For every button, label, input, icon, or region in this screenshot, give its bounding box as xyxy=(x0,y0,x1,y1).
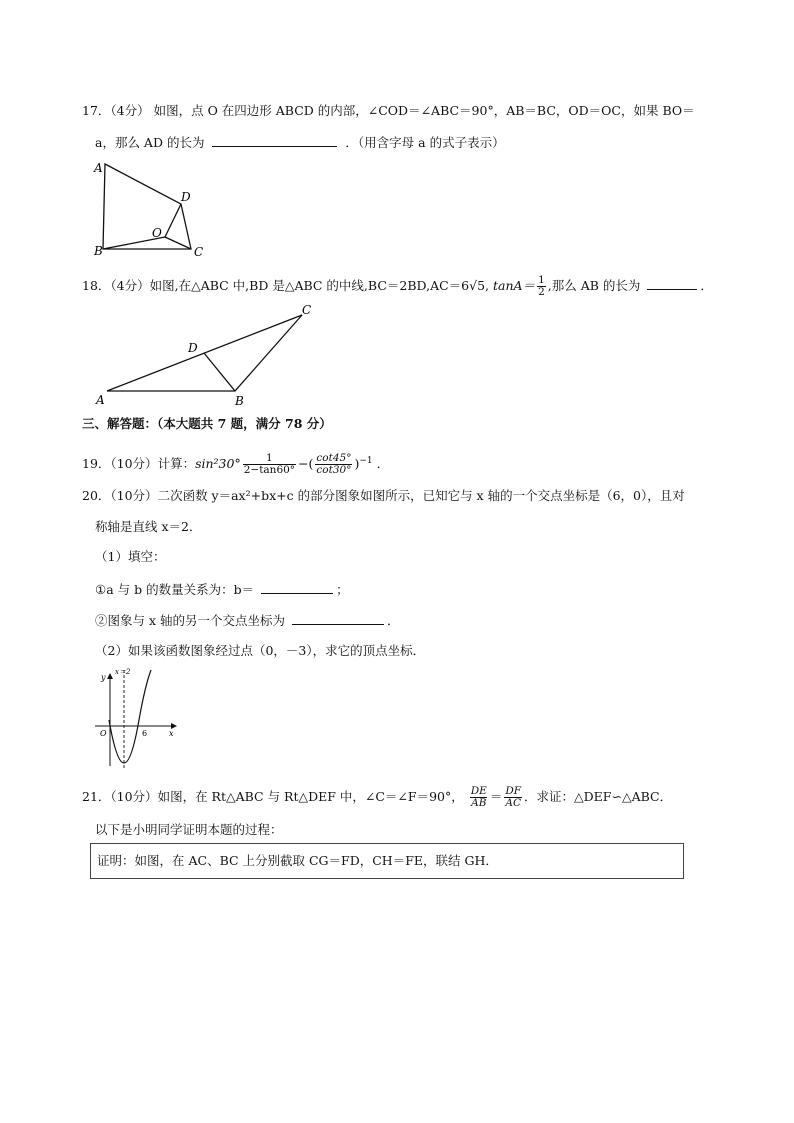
q20-graph xyxy=(92,666,182,770)
q21-number: 21． xyxy=(82,789,111,804)
y-label: y xyxy=(101,673,106,682)
q21-frac2-den: AC xyxy=(505,797,521,809)
q19-fraction2 xyxy=(315,453,352,476)
q19-score: （10分） xyxy=(110,456,158,472)
q19-frac2-num: cot45° xyxy=(316,452,352,465)
root-label: 6 xyxy=(142,729,148,738)
q20-sub2-text: ②图象与 x 轴的另一个交点坐标为 xyxy=(95,613,285,628)
q19-frac2-den: cot30° xyxy=(316,464,352,477)
q19-close: ) xyxy=(354,456,360,472)
q18-frac-den: 2 xyxy=(538,286,545,298)
q17-text-line2b: ．（用含字母 a 的式子表示） xyxy=(345,135,505,150)
q19-number: 19． xyxy=(82,456,111,472)
q18-answer-blank[interactable] xyxy=(647,277,697,290)
q20-number: 20． xyxy=(82,488,111,503)
q18-end: ． xyxy=(700,278,713,293)
label-a: A xyxy=(96,393,105,407)
label-d: D xyxy=(188,341,198,355)
q17-score: （4分） xyxy=(110,103,150,118)
q21-proof-text: 证明：如图，在 AC、BC 上分别截取 CG＝FD，CH＝FE，联结 GH． xyxy=(97,853,498,868)
q19-sin: sin²30° xyxy=(195,456,241,472)
q21-text2: ．求证：△DEF∽△ABC． xyxy=(524,789,673,804)
origin-label: O xyxy=(100,729,107,738)
q17-line1 xyxy=(82,103,695,119)
label-o: O xyxy=(152,226,162,240)
q21-frac1-den: AB xyxy=(471,797,487,809)
q17-number: 17． xyxy=(82,103,111,118)
label-c: C xyxy=(194,245,204,259)
q18-score: （4分） xyxy=(110,278,150,293)
axis-label: x＝2 xyxy=(115,668,131,676)
q20-sub1-text: ①a 与 b 的数量关系为：b＝ xyxy=(95,582,255,597)
q21-fraction2 xyxy=(504,786,522,809)
q18-figure xyxy=(92,300,322,410)
q18-text2: ,那么 AB 的长为 xyxy=(547,278,641,293)
q20-line1 xyxy=(82,488,685,504)
q21-score: （10分） xyxy=(110,789,158,804)
q19-frac1-den: 2−tan60° xyxy=(243,464,296,477)
q18-frac-num: 1 xyxy=(538,274,545,286)
q18-text1: 如图,在△ABC 中,BD 是△ABC 的中线,BC＝2BD,AC＝6√5, xyxy=(149,278,490,293)
quadrilateral-abcd xyxy=(103,164,191,249)
segment-od xyxy=(165,204,181,237)
q21-frac1-num: DE xyxy=(470,785,487,797)
q21-line xyxy=(82,783,672,811)
label-d: D xyxy=(181,190,191,204)
q20-sub2-end: ． xyxy=(386,613,400,628)
q20-score: （10分） xyxy=(110,488,158,503)
q19-minus: −( xyxy=(298,456,314,472)
q21-proof-box xyxy=(90,843,684,879)
q17-figure xyxy=(88,155,218,263)
q17-line2 xyxy=(95,134,505,151)
q20-part1: （1）填空： xyxy=(95,549,166,564)
segment-oc xyxy=(165,237,191,249)
q19-fraction1 xyxy=(243,453,296,476)
x-label: x xyxy=(169,729,174,738)
q18-line xyxy=(82,275,713,298)
label-c: C xyxy=(302,303,312,317)
q20-sub2 xyxy=(95,612,400,629)
q20-sub1-end: ； xyxy=(336,582,349,597)
label-a: A xyxy=(94,161,103,175)
q18-number: 18． xyxy=(82,278,111,293)
q20-text-line1: 二次函数 y＝ax²+bx+c 的部分图象如图所示，已知它与 x 轴的一个交点坐标是（6，0），且对 xyxy=(157,488,685,503)
q20-part2: （2）如果该函数图象经过点（0，－3），求它的顶点坐标． xyxy=(95,643,426,658)
q21-fraction1 xyxy=(470,786,488,809)
q19-exponent: −1 xyxy=(359,456,373,466)
label-b: B xyxy=(235,394,244,408)
q21-text1: 如图，在 Rt△ABC 与 Rt△DEF 中，∠C＝∠F＝90°， xyxy=(157,789,464,804)
section-heading: 三、解答题：（本大题共 7 题，满分 78 分） xyxy=(82,416,332,431)
q19-end: ． xyxy=(376,456,390,472)
q17-text-line1: 如图，点 O 在四边形 ABCD 的内部，∠COD＝∠ABC＝90°，AB＝BC，OD＝OC，如果 BO＝ xyxy=(153,103,695,118)
q21-frac2-num: DF xyxy=(505,785,522,797)
q17-text-line2a: a，那么 AD 的长为 xyxy=(95,135,205,150)
q21-equals: ＝ xyxy=(489,789,503,804)
q18-fraction xyxy=(537,275,546,298)
q20-sub1 xyxy=(95,581,349,598)
label-b: B xyxy=(94,244,103,258)
q21-intro: 以下是小明同学证明本题的过程： xyxy=(95,822,283,837)
q20-sub2-blank[interactable] xyxy=(292,612,384,625)
q20-text-line2: 称轴是直线 x＝2． xyxy=(95,519,202,534)
q19-text: 计算： xyxy=(157,456,196,472)
parabola xyxy=(109,670,151,763)
q20-sub1-blank[interactable] xyxy=(261,581,333,594)
q18-tan: tanA＝ xyxy=(493,278,536,293)
q19-line xyxy=(82,448,389,477)
q19-frac1-num: 1 xyxy=(266,452,273,465)
q17-answer-blank[interactable] xyxy=(212,134,337,147)
segment-bd xyxy=(204,353,235,391)
